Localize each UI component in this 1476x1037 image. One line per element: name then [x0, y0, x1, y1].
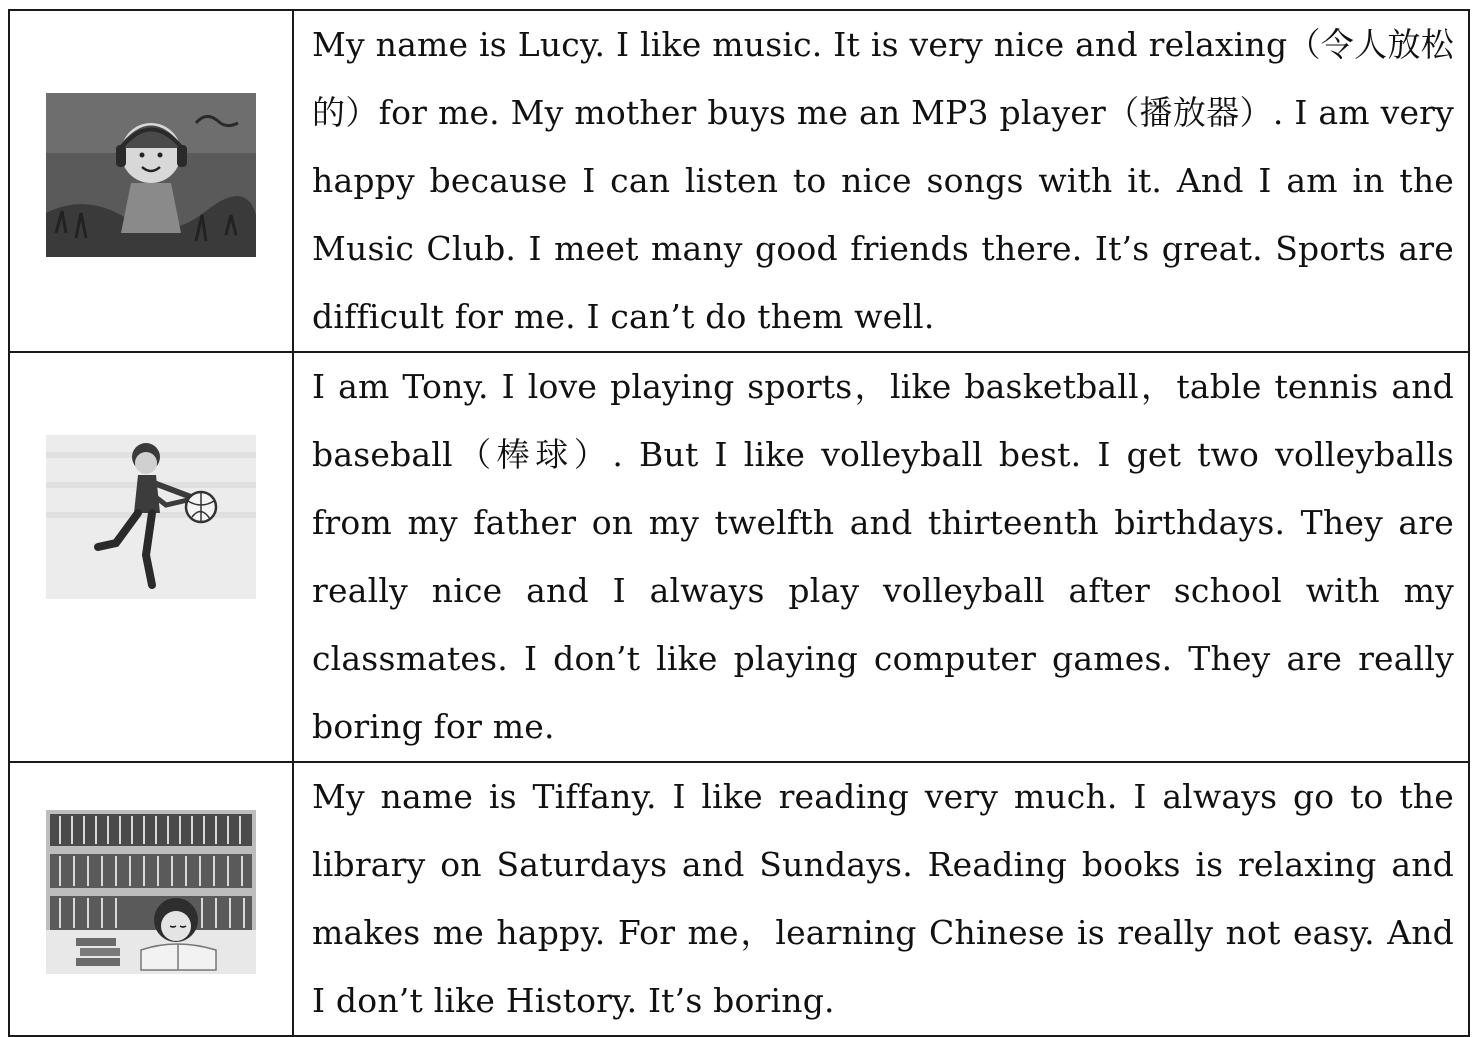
- boy-playing-volleyball-illustration: [46, 435, 256, 599]
- picture-cell: [9, 762, 293, 1036]
- passage-row-lucy: [9, 10, 1469, 352]
- girl-listening-to-music-illustration: [46, 93, 256, 257]
- passage-row-tony: [9, 352, 1469, 762]
- passage-text: I am Tony. I love playing sports，like basketball，table tennis and baseball（棒球）. But I like volleyball best. I get two volleyballs from my father on my twelfth and thirteenth birthdays. They are really nice and I always play volleyball after school with my classmates. I don’t like playing computer games. They are really boring for me.: [312, 367, 1454, 746]
- passage-text-cell: [293, 10, 1469, 352]
- passage-text-cell: [293, 762, 1469, 1036]
- passage-text: My name is Tiffany. I like reading very much. I always go to the library on Saturdays and Sundays. Reading books is relaxing and makes me happy. For me，learning Chinese is really not easy. And I don’t like History. It’s boring.: [312, 777, 1454, 1020]
- passage-row-tiffany: [9, 762, 1469, 1036]
- picture-cell: [9, 10, 293, 352]
- passages-table: [8, 9, 1470, 1037]
- picture-cell: [9, 352, 293, 762]
- girl-reading-in-library-illustration: [46, 810, 256, 974]
- passage-text-cell: [293, 352, 1469, 762]
- passage-text: My name is Lucy. I like music. It is very nice and relaxing（令人放松的）for me. My mother buys me an MP3 player（播放器）. I am very happy because I can listen to nice songs with it. And I am in the Music Club. I meet many good friends there. It’s great. Sports are difficult for me. I can’t do them well.: [312, 25, 1454, 336]
